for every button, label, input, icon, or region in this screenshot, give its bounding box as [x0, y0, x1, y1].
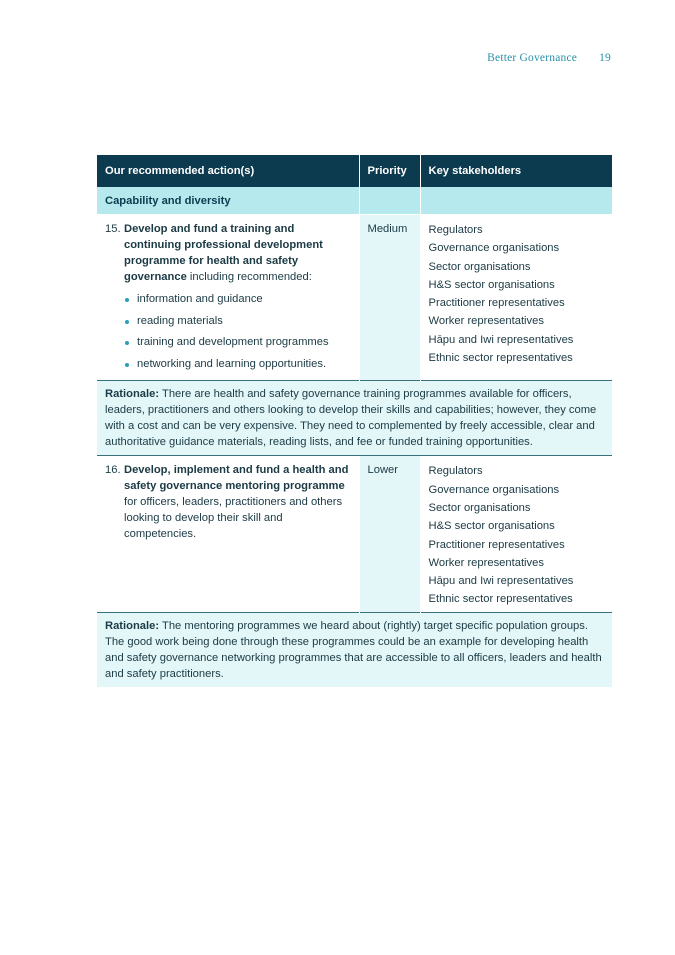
- rationale-text: There are health and safety governance training programmes available for officers, leaders, practitioners and others looking to develop their skills and capabilities; however, they come with a cost and can be very expensive. They need to complemented by freely accessible, clear and authoritative guidance materials, reading lists, and fee or funded training opportunities.: [105, 388, 597, 449]
- list-item: information and guidance: [124, 291, 351, 307]
- section-title: Capability and diversity: [97, 187, 359, 215]
- bullet-list: [124, 291, 351, 372]
- table-row: [97, 215, 612, 381]
- stakeholders-cell: [420, 215, 612, 381]
- header-title: Better Governance: [487, 52, 578, 64]
- list-item: reading materials: [124, 313, 351, 329]
- action-rest-text: for officers, leaders, practitioners and others looking to develop their skill and competencies.: [124, 496, 343, 541]
- rationale-cell: [97, 612, 612, 687]
- stakeholders-cell: [420, 456, 612, 612]
- stakeholder: Ethnic sector representatives: [428, 593, 573, 606]
- action-bold-text: Develop and fund a training and continuing professional development programme for health and safety governance: [124, 223, 323, 283]
- stakeholder: Worker representatives: [428, 315, 544, 328]
- stakeholder: Hāpu and Iwi representatives: [428, 575, 574, 588]
- stakeholder: Governance organisations: [428, 483, 560, 496]
- table-row: [97, 456, 612, 612]
- column-header-stakeholders: Key stakeholders: [420, 155, 612, 187]
- table-header-row: [97, 155, 612, 187]
- list-item: networking and learning opportunities.: [124, 356, 351, 372]
- action-item: [105, 221, 351, 285]
- stakeholder: Governance organisations: [428, 242, 560, 255]
- column-header-priority: Priority: [359, 155, 420, 187]
- stakeholder: Sector organisations: [428, 501, 531, 514]
- action-cell: [97, 456, 359, 612]
- page-number: 19: [599, 52, 611, 64]
- rationale-row: [97, 381, 612, 456]
- action-text: [124, 462, 351, 542]
- action-number: 16.: [105, 464, 121, 477]
- stakeholder: Hāpu and Iwi representatives: [428, 333, 574, 346]
- action-bold-text: Develop, implement and fund a health and safety governance mentoring programme: [124, 464, 349, 493]
- section-empty-cell: [359, 187, 420, 215]
- stakeholder: H&S sector organisations: [428, 520, 555, 533]
- column-header-actions: Our recommended action(s): [97, 155, 359, 187]
- stakeholder: Sector organisations: [428, 260, 531, 273]
- rationale-label: Rationale:: [105, 388, 160, 401]
- action-number: 15.: [105, 223, 121, 235]
- action-rest-text: including recommended:: [186, 271, 312, 283]
- action-cell: [97, 215, 359, 381]
- recommended-actions-table: [97, 155, 612, 687]
- priority-cell: Medium: [359, 215, 420, 381]
- stakeholder: Ethnic sector representatives: [428, 352, 573, 365]
- rationale-text: The mentoring programmes we heard about (rightly) target specific population groups. The good work being done through these programmes could be an example for developing health and safety governance networking programmes that are accessible to all officers, leaders and health and safety practitioners.: [105, 619, 602, 680]
- section-empty-cell: [420, 187, 612, 215]
- stakeholder: H&S sector organisations: [428, 278, 555, 291]
- action-item: [105, 462, 351, 542]
- rationale-label: Rationale:: [105, 619, 160, 632]
- stakeholder: Regulators: [428, 224, 483, 236]
- stakeholder: Practitioner representatives: [428, 538, 565, 551]
- action-text: [124, 221, 351, 285]
- stakeholder: Worker representatives: [428, 556, 544, 569]
- list-item: training and development programmes: [124, 334, 351, 350]
- stakeholder: Regulators: [428, 465, 483, 478]
- running-header: [487, 52, 611, 64]
- stakeholder: Practitioner representatives: [428, 297, 565, 310]
- rationale-cell: [97, 381, 612, 456]
- rationale-row: [97, 612, 612, 687]
- section-row: [97, 187, 612, 215]
- priority-cell: Lower: [359, 456, 420, 612]
